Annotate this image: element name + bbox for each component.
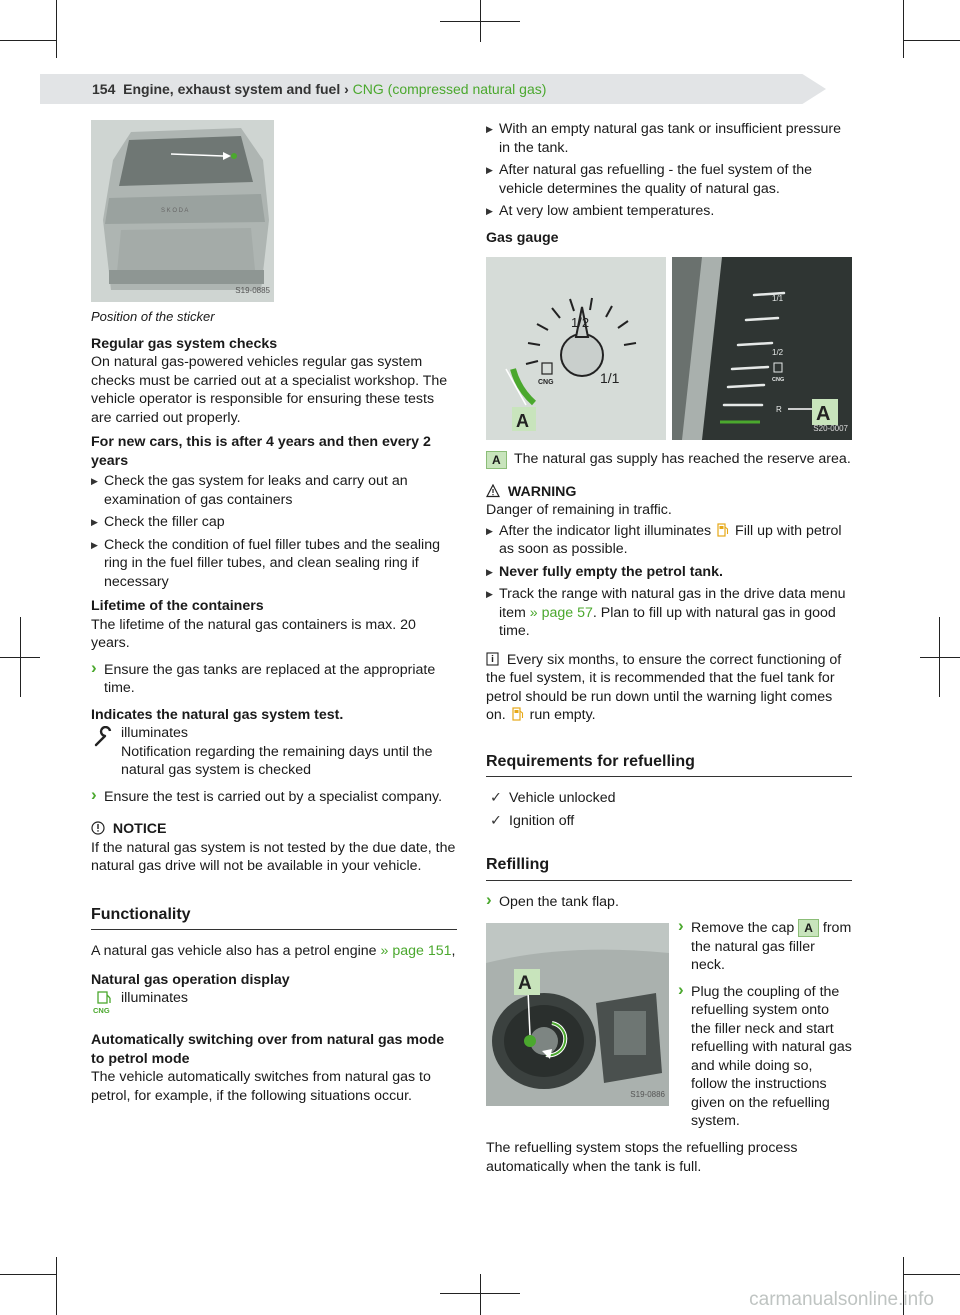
requirements-heading: Requirements for refuelling: [486, 753, 852, 778]
warning-box: [486, 483, 852, 641]
warning-item-text: Fill up with petrol as soon as possible.: [499, 522, 842, 557]
bar-gauge: [672, 257, 852, 440]
right-column: [486, 120, 852, 1182]
note-text: Every six months, to ensure the correct functioning of the fuel system, it is recommended that the fuel tank for petrol should be run down until the warning light comes on.: [486, 651, 842, 723]
refill-step-2-text: from the natural gas filler neck.: [691, 920, 852, 973]
situations-list: [486, 120, 852, 221]
test-step: › Ensure the test is carried out by a specialist company.: [91, 788, 457, 807]
gauge-figure: [486, 257, 852, 440]
cap-label-a: A: [798, 919, 819, 937]
warning-item-text: Track the range with natural gas in the drive data menu item: [499, 586, 846, 621]
display-illuminates: illuminates: [121, 990, 189, 1006]
func-text: A natural gas vehicle also has a petrol engine: [91, 943, 377, 959]
list-item: ▶ Check the gas system for leaks and carry out an examination of gas containers: [91, 472, 457, 509]
warning-triangle-icon: [486, 484, 500, 498]
notice-text: If the natural gas system is not tested by the due date, the natural gas drive will not be available in your vehicle.: [91, 839, 456, 874]
newcars-heading: For new cars, this is after 4 years and then every 2 years: [91, 434, 431, 469]
refill-steps: [678, 919, 852, 1139]
list-item: ▶ Never fully empty the petrol tank.: [486, 563, 852, 582]
requirements-list: [486, 789, 852, 830]
page-151-link[interactable]: » page 151: [380, 943, 452, 959]
refill-step-2: [678, 919, 852, 975]
display-heading: Natural gas operation display: [91, 971, 290, 988]
newcars-list: [91, 472, 457, 591]
bar-gauge-full-label: 1/1: [772, 294, 784, 303]
test-heading: Indicates the natural gas system test.: [91, 706, 344, 723]
figure-code: S19-0885: [235, 285, 270, 295]
list-item: ▶ Check the condition of fuel filler tubes and the sealing ring in the fuel filler tubes, and clean sealing ring if necessary: [91, 536, 457, 592]
list-item: [486, 585, 852, 641]
page-57-link[interactable]: » page 57: [529, 604, 593, 621]
cng-icon-label: CNG: [93, 1006, 110, 1015]
cng-indicator: [91, 989, 457, 1013]
label-a-badge: A: [486, 451, 507, 469]
test-indicator: [91, 724, 457, 780]
filler-label-a: A: [518, 973, 532, 994]
fuel-pump-icon: [717, 523, 729, 537]
auto-heading: Automatically switching over from natural gas mode to petrol mode: [91, 1032, 445, 1067]
gauge-heading: Gas gauge: [486, 229, 559, 246]
note-text: run empty.: [529, 707, 596, 723]
bar-gauge-label-a: A: [816, 403, 831, 425]
left-column: [91, 120, 457, 1111]
gauge-full-label: 1/1: [600, 370, 620, 386]
list-item: ▶ With an empty natural gas tank or insufficient pressure in the tank.: [486, 120, 852, 157]
round-gauge: [486, 257, 666, 440]
car-rear-illustration: [91, 120, 274, 302]
figure-caption: Position of the sticker: [91, 309, 215, 324]
test-notification: Notification regarding the remaining days until the natural gas system is checked: [121, 743, 433, 778]
lifetime-heading: Lifetime of the containers: [91, 598, 264, 614]
refill-step-2-text: Remove the cap: [691, 920, 795, 936]
checks-text: On natural gas-powered vehicles regular gas system checks must be carried out at a specialist workshop. The vehicle operator is responsible for ensuring these tests are carried out properly.: [91, 354, 448, 426]
svg-text:S K O D A: S K O D A: [161, 208, 189, 214]
figure-code: S20-0007: [813, 423, 848, 433]
gauge-cng-label: CNG: [538, 379, 554, 386]
page-number: 154: [92, 81, 116, 97]
label-a-text: The natural gas supply has reached the reserve area.: [514, 451, 851, 467]
note-icon: [486, 652, 499, 666]
filler-neck-figure: [486, 923, 669, 1106]
refill-step-3: › Plug the coupling of the refuelling system onto the filler neck and start refuelling with natural gas and while doing so, follow the instructions given on the refuelling system.: [678, 983, 852, 1131]
list-item: ▶ After natural gas refuelling - the fuel system of the vehicle determines the quality of natural gas.: [486, 161, 852, 198]
test-illuminates: illuminates: [121, 725, 189, 741]
refill-figure-block: [486, 919, 852, 1133]
figure-code: S19-0886: [630, 1089, 665, 1099]
sticker-figure: [91, 120, 274, 302]
refill-step-1: › Open the tank flap.: [486, 893, 852, 912]
list-item: ✓ Ignition off: [486, 812, 852, 831]
breadcrumb: [92, 80, 546, 99]
warning-intro: Danger of remaining in traffic.: [486, 502, 672, 518]
bar-gauge-half-label: 1/2: [772, 348, 784, 357]
refilling-heading: Refilling: [486, 856, 852, 881]
lifetime-step: › Ensure the gas tanks are replaced at the appropriate time.: [91, 661, 457, 698]
functionality-heading: Functionality: [91, 906, 457, 931]
breadcrumb-current[interactable]: CNG (compressed natural gas): [352, 81, 547, 97]
fuel-pump-icon: [512, 707, 524, 721]
lifetime-text: The lifetime of the natural gas containers is max. 20 years.: [91, 616, 416, 651]
auto-text: The vehicle automatically switches from natural gas to petrol, for example, if the following situations occur.: [91, 1069, 431, 1104]
info-circle-icon: [91, 821, 105, 835]
checks-heading: Regular gas system checks: [91, 335, 278, 352]
label-a-legend: [486, 450, 852, 469]
warning-list: [486, 522, 852, 641]
list-item: [486, 522, 852, 559]
note-paragraph: [486, 651, 852, 725]
breadcrumb-path: Engine, exhaust system and fuel ›: [123, 81, 349, 97]
gauge-label-a: A: [516, 411, 529, 431]
notice-title: NOTICE: [112, 821, 167, 837]
list-item: ✓ Vehicle unlocked: [486, 789, 852, 808]
warning-title: WARNING: [507, 483, 577, 500]
warning-item-text: . Plan to fill up with natural gas in good time.: [499, 604, 836, 639]
warning-item-text: After the indicator light illuminates: [499, 522, 712, 539]
func-text-post: ,: [451, 943, 456, 959]
cng-fuel-icon: [93, 991, 115, 1015]
watermark: carmanualsonline.info: [749, 1288, 934, 1310]
wrench-icon: [93, 726, 115, 748]
gauge-half-label: 1/2: [571, 315, 590, 330]
list-item: ▶ Check the filler cap: [91, 513, 457, 532]
final-text: The refuelling system stops the refuelling process automatically when the tank is full.: [486, 1140, 798, 1175]
bar-gauge-cng-label: CNG: [772, 377, 785, 383]
list-item: ▶ At very low ambient temperatures.: [486, 202, 852, 221]
notice-box: [91, 820, 457, 876]
bar-gauge-r-label: R: [776, 405, 782, 414]
